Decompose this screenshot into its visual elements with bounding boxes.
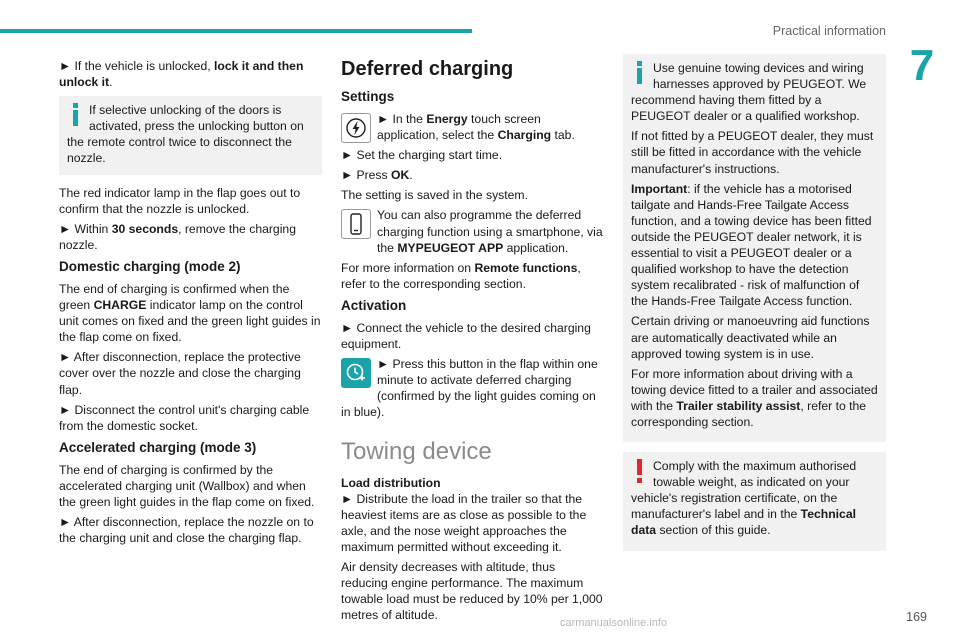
smartphone-icon [341, 209, 371, 239]
remote-functions-text: For more information on Remote functions, refer to the corresponding section. [341, 260, 581, 291]
settings-step-2: ► Set the charging start time. [341, 148, 503, 163]
deferred-charging-button-icon [341, 358, 371, 388]
column-3 [623, 54, 886, 561]
info-note-text: If selective unlocking of the doors is activated, press the unlocking button on the remote control twice to disconnect the nozzle. [67, 103, 304, 166]
accel-text-2: ► After disconnection, replace the nozzle on to the charging unit and close the charging flap. [59, 515, 314, 546]
domestic-text-2: ► After disconnection, replace the protective cover over the nozzle and close the charging flap. [59, 350, 301, 397]
warning-text: Comply with the maximum authorised towable weight, as indicated on your vehicle's registration certificate, on the manufacturer's label and in the Technical data section of this guide. [631, 459, 857, 538]
domestic-charging-heading: Domestic charging (mode 2) [59, 258, 241, 274]
towing-info-5: For more information about driving with a towing device fitted to a trailer and associated with the Trailer stability assist, refer to the corresponding section. [631, 366, 878, 429]
warning-icon [631, 458, 653, 488]
settings-step-1: ► In the Energy touch screen application, select the Charging tab. [377, 112, 575, 143]
activation-step-2: ► Press this button in the flap within one minute to activate deferred charging (confirmed by the light guides coming on in blue). [341, 357, 598, 420]
deferred-charging-heading: Deferred charging [341, 58, 514, 80]
red-lamp-text: The red indicator lamp in the flap goes out to confirm that the nozzle is unlocked. [59, 185, 301, 216]
watermark: carmanualsonline.info [560, 617, 668, 629]
towing-info-note [623, 54, 886, 442]
settings-heading: Settings [341, 89, 395, 104]
info-note [59, 96, 322, 174]
towing-info-2: If not fitted by a PEUGEOT dealer, they must still be fitted in accordance with the vehicle manufacturer's instructions. [631, 129, 874, 176]
section-title: Practical information [772, 24, 886, 38]
warning-note [623, 452, 886, 550]
domestic-text-1: The end of charging is confirmed when the green CHARGE indicator lamp on the control unit comes on fixed and the green light guides in the flap come on fixed. [59, 281, 321, 345]
column-1 [59, 58, 322, 550]
page-number: 169 [906, 610, 927, 624]
activation-step-1: ► Connect the vehicle to the desired charging equipment. [341, 320, 591, 352]
towing-info-3: Important: if the vehicle has a motorised tailgate and Hands-Free Tailgate Access function, and a towing device has been fitted outside the PEUGEOT dealer network, it is essential to visit a PEUGEOT dealer or a qualified workshop to have the detection system recalibrated - risk of malfunction of the Hands-Free Tailgate Access function. [631, 181, 872, 309]
accel-text-1: The end of charging is confirmed by the accelerated charging unit (Wallbox) and when the green light guides in the flap come on fixed. [59, 462, 315, 509]
unlock-instruction: ► If the vehicle is unlocked, lock it and then unlock it. [59, 59, 304, 90]
info-icon [631, 60, 653, 90]
smartphone-text: You can also programme the deferred charging function using a smartphone, via the MYPEUGEOT APP application. [377, 208, 603, 255]
load-distribution-heading: Load distribution [341, 475, 441, 490]
load-text-2: Air density decreases with altitude, thus reducing engine performance. The maximum towable load must be reduced by 10% per 1,000 metres of altitude. [341, 559, 603, 623]
energy-app-icon [341, 113, 371, 143]
towing-device-heading: Towing device [341, 437, 492, 465]
column-2 [341, 58, 604, 627]
towing-info-1: Use genuine towing devices and wiring harnesses approved by PEUGEOT. We recommend having them fitted by a PEUGEOT dealer or a qualified workshop. [631, 61, 867, 124]
info-icon [67, 102, 89, 132]
load-text-1: ► Distribute the load in the trailer so that the heaviest items are as close as possible to the axle, and the nose weight approaches the maximum permitted without exceeding it. [341, 491, 587, 554]
activation-heading: Activation [341, 297, 407, 313]
settings-saved: The setting is saved in the system. [341, 188, 528, 203]
within-instruction: ► Within 30 seconds, remove the charging nozzle. [59, 221, 296, 252]
domestic-text-3: ► Disconnect the control unit's charging cable from the domestic socket. [59, 402, 310, 433]
towing-info-4: Certain driving or manoeuvring aid functions are automatically deactivated while an approved towing system is in use. [631, 314, 870, 361]
accelerated-charging-heading: Accelerated charging (mode 3) [59, 439, 257, 455]
header-accent-bar [0, 29, 472, 33]
settings-step-3: ► Press OK. [341, 168, 413, 183]
chapter-number: 7 [909, 41, 935, 90]
